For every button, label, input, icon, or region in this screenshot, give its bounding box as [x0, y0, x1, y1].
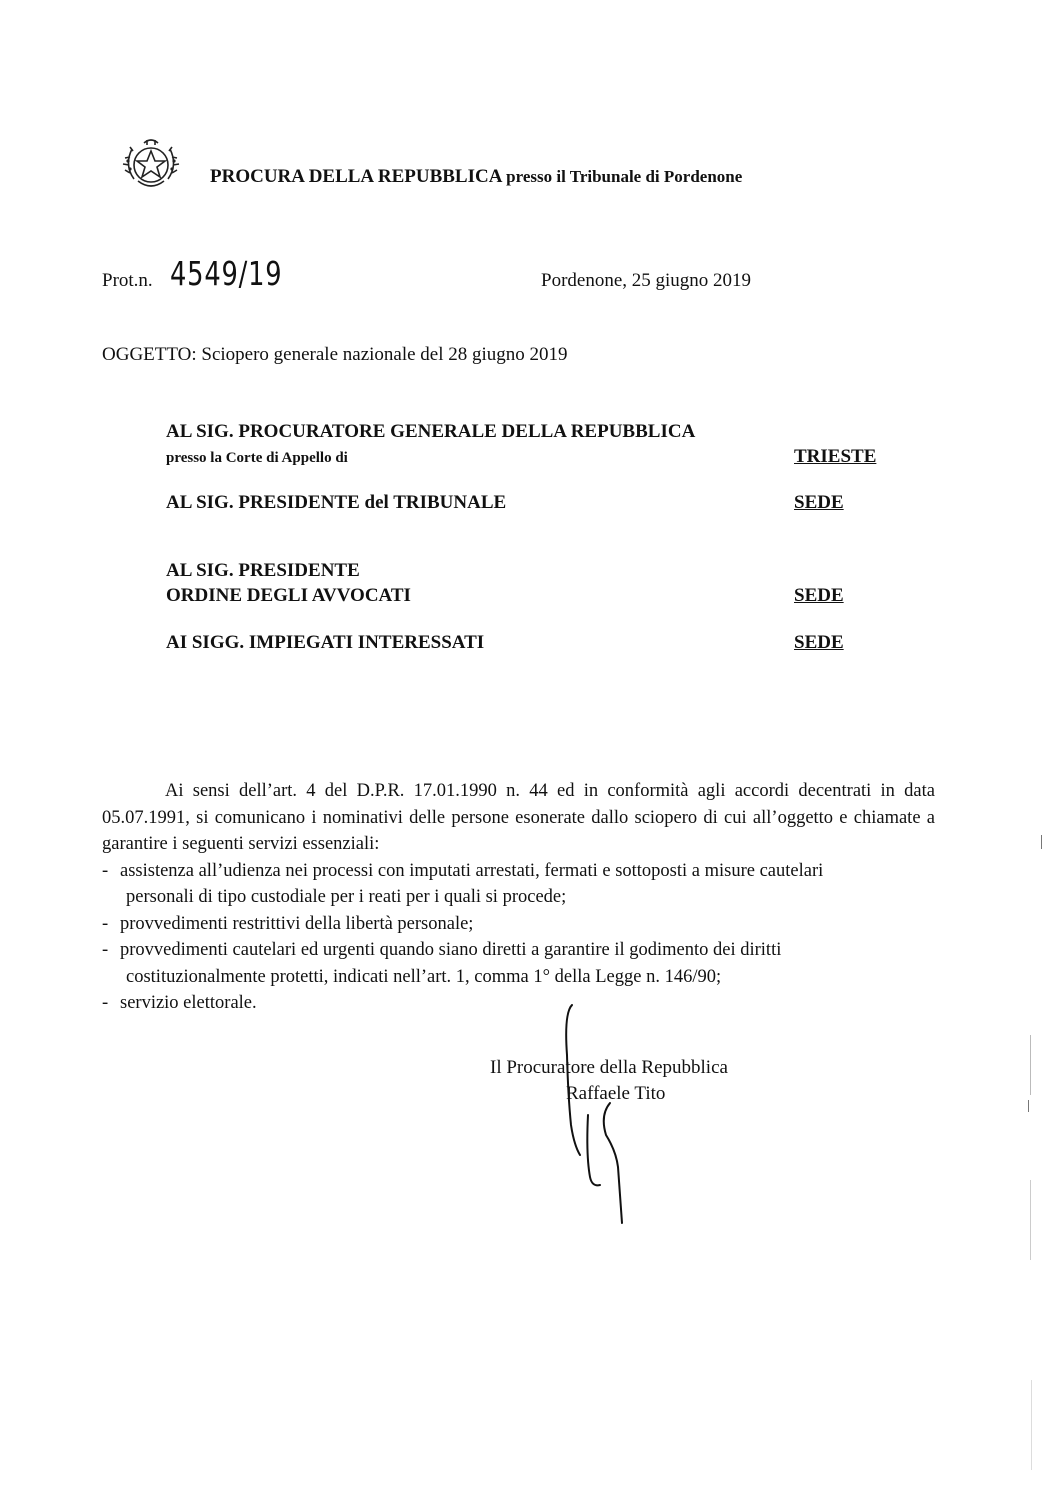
- emblem-of-italy-icon: [120, 135, 182, 193]
- essential-services-list: [102, 858, 935, 1017]
- list-dash: -: [102, 940, 109, 960]
- recipient-line: AL SIG. PRESIDENTE del TRIBUNALE: [166, 492, 507, 513]
- list-item: [102, 937, 935, 964]
- protocol-label: Prot.n.: [102, 270, 153, 291]
- list-item: [102, 990, 935, 1017]
- recipient-destination: SEDE: [794, 632, 844, 653]
- office-header-title: PROCURA DELLA REPUBBLICA: [210, 166, 502, 187]
- letter-body: [102, 778, 935, 1017]
- signatory-name: Raffaele Tito: [566, 1083, 666, 1104]
- handwritten-signature: [550, 995, 640, 1225]
- list-item-text: provvedimenti restrittivi della libertà personale;: [120, 913, 474, 934]
- recipient-line: ORDINE DEGLI AVVOCATI: [166, 585, 411, 606]
- list-dash: -: [102, 860, 109, 881]
- recipient-line: AI SIGG. IMPIEGATI INTERESSATI: [166, 632, 485, 653]
- recipient-destination: SEDE: [794, 492, 844, 513]
- office-header-subtitle: presso il Tribunale di Pordenone: [506, 167, 743, 186]
- list-item: [102, 858, 935, 885]
- subject-line: OGGETTO: Sciopero generale nazionale del 28 giugno 2019: [102, 344, 568, 365]
- recipient-destination: SEDE: [794, 585, 844, 606]
- list-item-text: provvedimenti cautelari ed urgenti quando siano diretti a garantire il godimento dei diritti: [120, 940, 782, 960]
- recipient-line: AL SIG. PROCURATORE GENERALE DELLA REPUBBLICA: [166, 421, 696, 442]
- list-item-text: assistenza all’udienza nei processi con imputati arrestati, fermati e sottoposti a misure cautelari: [120, 860, 824, 881]
- list-dash: -: [102, 913, 109, 934]
- document-date: Pordenone, 25 giugno 2019: [541, 270, 752, 291]
- list-item-text: servizio elettorale.: [120, 993, 257, 1013]
- list-item-continuation: costituzionalmente protetti, indicati nell’art. 1, comma 1° della Legge n. 146/90;: [126, 966, 722, 987]
- signatory-role: Il Procuratore della Repubblica: [490, 1057, 728, 1078]
- recipient-line: AL SIG. PRESIDENTE: [166, 560, 360, 581]
- recipient-line: presso la Corte di Appello di: [166, 450, 348, 466]
- list-item: [102, 911, 935, 938]
- list-dash: -: [102, 993, 109, 1013]
- protocol-number-handwritten: 4549/19: [170, 254, 283, 293]
- body-paragraph: Ai sensi dell’art. 4 del D.P.R. 17.01.1990 n. 44 ed in conformità agli accordi decentrati in data 05.07.1991, si comunicano i nominativi delle persone esonerate dallo sciopero di cui all’oggetto e chiamate a garantire i seguenti servizi essenziali:: [102, 781, 935, 854]
- recipient-destination: TRIESTE: [794, 446, 877, 467]
- office-header: [210, 166, 742, 188]
- list-item-continuation: personali di tipo custodiale per i reati per i quali si procede;: [126, 887, 567, 907]
